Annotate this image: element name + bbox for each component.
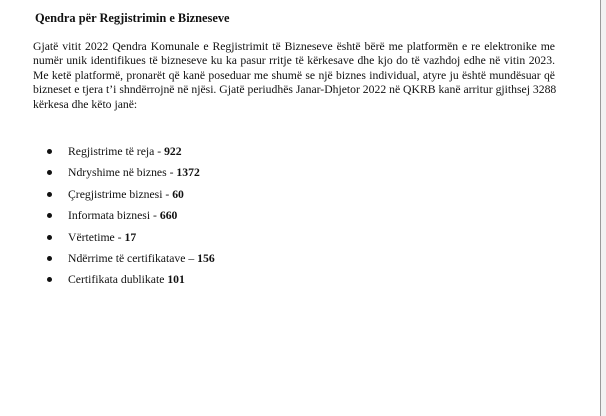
paragraph-line: numër unik identifikues të bizneseve ku ka pasur rritje të kërkesave dhe kjo do të vazhdoj edhe në vitin 2023.	[33, 54, 555, 68]
list-item-text	[68, 145, 182, 159]
list-item-value: 156	[197, 251, 215, 265]
paragraph-line: bizneset e tjera t’i shndërrojnë në njësi. Gjatë periudhës Janar-Dhjetor 2022 në QKRB kanë arritur gjithsej 3288	[33, 83, 557, 97]
list-item-label: Informata biznesi -	[68, 209, 160, 223]
list-item-value: 17	[124, 230, 137, 244]
bullet-icon	[47, 170, 52, 175]
list-item-label: Vërtetime -	[68, 230, 125, 244]
list-item-value: 60	[172, 187, 184, 201]
viewer-gutter	[601, 0, 606, 416]
list-item-text	[68, 231, 136, 245]
list-item-text	[68, 273, 185, 287]
paragraph-line: Gjatë vitit 2022 Qendra Komunale e Regjistrimit të Bizneseve është bërë me platformën e re elektronike me	[33, 40, 555, 53]
list-item-value: 1372	[176, 166, 200, 180]
list-item-text	[68, 188, 184, 202]
bullet-icon	[47, 213, 52, 218]
bullet-icon	[47, 192, 52, 197]
list-item-value: 101	[167, 273, 185, 287]
list-item-label: Çregjistrime biznesi -	[68, 187, 173, 201]
document-title: Qendra për Regjistrimin e Bizneseve	[35, 11, 230, 25]
paragraph-line: kërkesa dhe këto janë:	[33, 97, 138, 111]
bullet-icon	[47, 235, 52, 240]
list-item-text	[68, 252, 215, 266]
paragraph-line: Me ketë platformë, pronarët që kanë poseduar me shumë se një biznes individual, atyre ju është mundësuar që	[33, 68, 555, 82]
intro-paragraph	[33, 40, 555, 112]
bullet-icon	[47, 149, 52, 154]
list-item-label: Ndryshime në biznes -	[68, 166, 177, 180]
list-item-value: 922	[164, 145, 182, 158]
list-item-value: 660	[159, 209, 178, 223]
bullet-icon	[47, 277, 52, 282]
list-item-label: Ndërrime të certifikatave –	[68, 251, 198, 265]
list-item-label: Regjistrime të reja -	[68, 145, 165, 158]
list-item-text	[68, 209, 177, 223]
list-item-label: Certifikata dublikate	[68, 273, 168, 287]
bullet-icon	[47, 256, 52, 261]
list-item-text	[68, 166, 200, 180]
